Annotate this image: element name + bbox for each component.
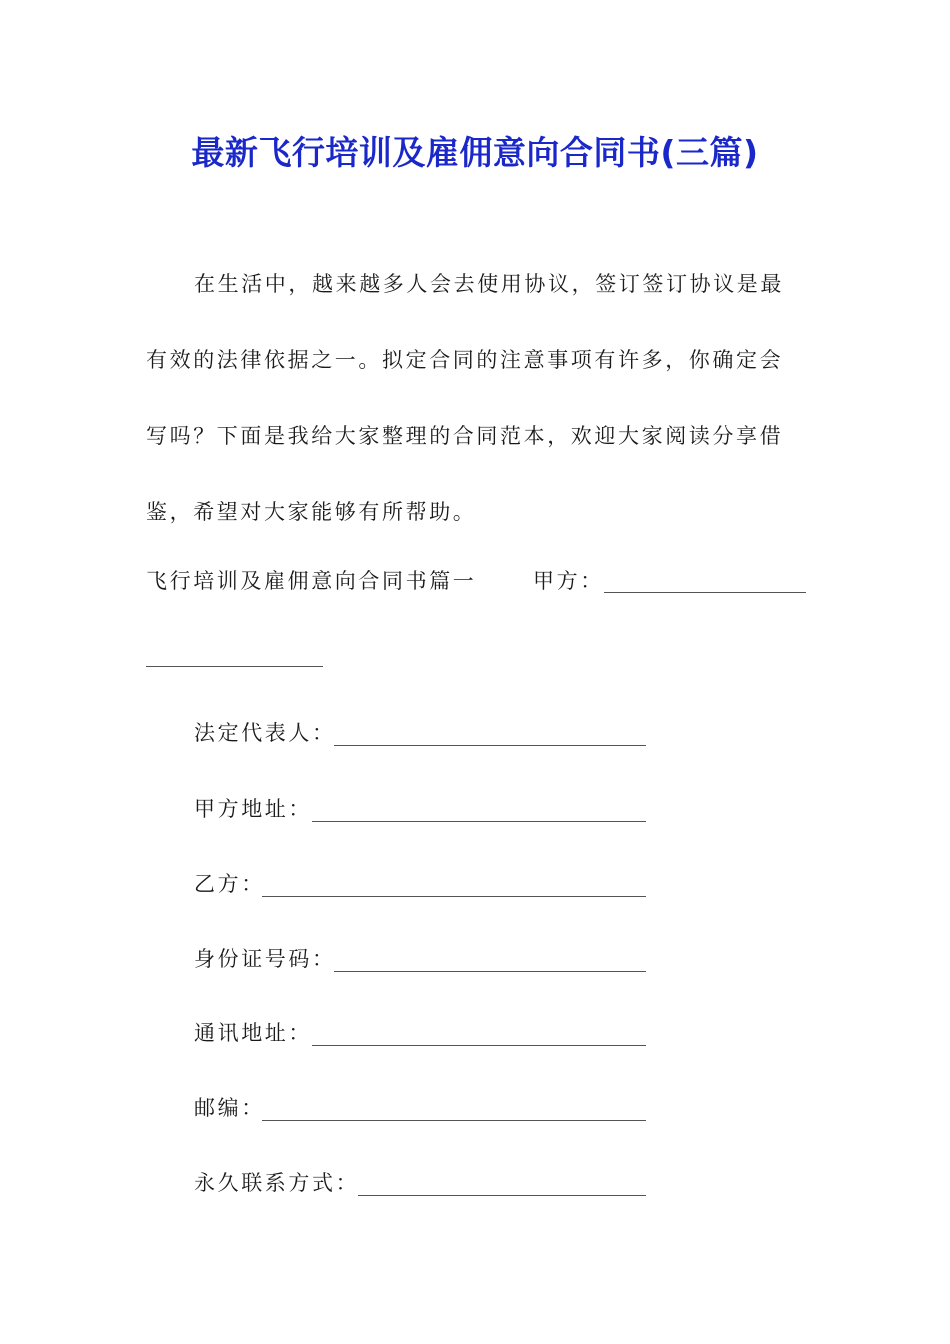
- field-blank-line: [334, 971, 646, 972]
- intro-line: 有效的法律依据之一。拟定合同的注意事项有许多，你确定会: [146, 348, 784, 372]
- field-blank-line: [334, 745, 646, 746]
- field-id-number: [194, 944, 336, 974]
- field-party-a-address: [194, 794, 312, 824]
- field-mailing-address: [194, 1018, 312, 1048]
- field-blank-line: [358, 1195, 646, 1196]
- field-label: 通讯地址：: [194, 1021, 312, 1045]
- field-label: 甲方地址：: [194, 797, 312, 821]
- party-a-blank-continued: [146, 666, 323, 667]
- field-label: 乙方：: [194, 872, 265, 896]
- intro-line: 鉴，希望对大家能够有所帮助。: [146, 500, 477, 524]
- field-blank-line: [262, 896, 646, 897]
- field-blank-line: [312, 821, 646, 822]
- document-title: 最新飞行培训及雇佣意向合同书(三篇): [191, 133, 759, 172]
- field-label: 身份证号码：: [194, 947, 336, 971]
- party-a-label: 甲方：: [533, 569, 604, 593]
- field-postal-code: [194, 1093, 265, 1123]
- field-label: 邮编：: [194, 1096, 265, 1120]
- party-a-blank: [604, 570, 806, 593]
- section-heading-row: [146, 566, 806, 596]
- intro-line: 写吗？下面是我给大家整理的合同范本，欢迎大家阅读分享借: [146, 424, 784, 448]
- section-heading: 飞行培训及雇佣意向合同书篇一: [146, 569, 477, 593]
- field-label: 永久联系方式：: [194, 1171, 360, 1195]
- field-legal-representative: [194, 718, 336, 748]
- field-blank-line: [312, 1045, 646, 1046]
- field-label: 法定代表人：: [194, 721, 336, 745]
- field-permanent-contact: [194, 1168, 359, 1198]
- intro-paragraph: [146, 246, 806, 550]
- field-blank-line: [262, 1120, 646, 1121]
- intro-line: 在生活中，越来越多人会去使用协议，签订签订协议是最: [194, 272, 784, 296]
- field-party-b: [194, 869, 265, 899]
